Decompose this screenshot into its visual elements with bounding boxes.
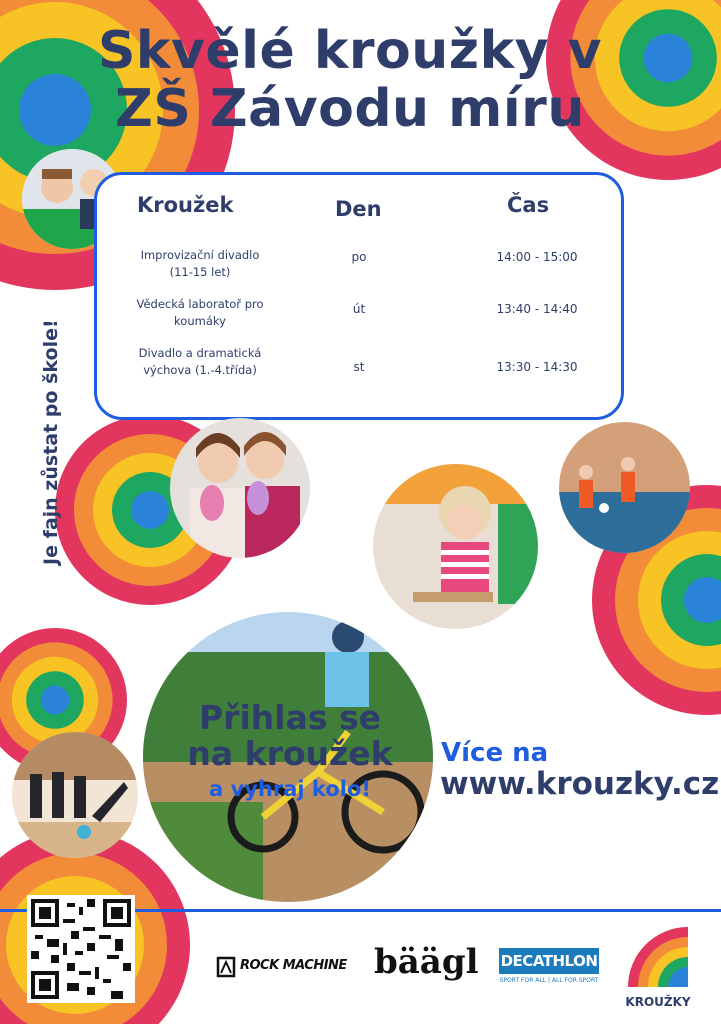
side-slogan: Je fajn zůstat po škole! [40, 319, 62, 565]
girls-flowers-photo [170, 418, 310, 558]
row-1-time: 14:00 - 15:00 [496, 250, 578, 264]
schedule-table [94, 172, 624, 420]
krouzky-logo [623, 927, 693, 1012]
promo-line-1: Přihlas se [199, 698, 381, 737]
decathlon-text: DECATHLON [499, 948, 599, 974]
promo-text [170, 700, 410, 801]
row-1-day: po [351, 250, 367, 264]
header-day: Den [335, 197, 382, 221]
dance-photo [12, 732, 138, 858]
header-time: Čas [507, 193, 550, 217]
row-3-day: st [353, 360, 365, 374]
title-line-2: ZŠ Závodu míru [115, 79, 585, 140]
row-2-day: út [352, 302, 366, 316]
baagl-logo: bäägl [374, 942, 479, 982]
website-link[interactable]: www.krouzky.cz [440, 766, 720, 802]
girl-playing-photo [373, 464, 538, 629]
row-3-name: Divadlo a dramatická výchova (1.-4.třída) [138, 346, 262, 377]
krouzky-text: KROUŽKY [625, 995, 691, 1009]
decathlon-logo [499, 948, 599, 988]
football-gym-photo [559, 422, 690, 553]
more-info-label: Více na [441, 738, 549, 768]
promo-line-2: na kroužek [187, 734, 393, 774]
rainbow-ring-icon [623, 927, 693, 987]
decathlon-tagline: SPORT FOR ALL | ALL FOR SPORT [499, 977, 599, 984]
page-title [60, 22, 640, 138]
row-3-time: 13:30 - 14:30 [496, 360, 578, 374]
rock-machine-text: ROCK MACHINE [240, 958, 347, 973]
rock-machine-logo [216, 955, 347, 979]
row-1-name: Improvizační divadlo (11-15 let) [140, 248, 260, 279]
row-2-name: Vědecká laboratoř pro koumáky [136, 297, 264, 328]
header-name: Kroužek [137, 193, 234, 217]
row-2-time: 13:40 - 14:40 [496, 302, 578, 316]
title-line-1: Skvělé kroužky v [97, 21, 603, 81]
qr-code-icon[interactable] [27, 895, 135, 1003]
promo-line-3: a vyhraj kolo! [209, 776, 371, 801]
